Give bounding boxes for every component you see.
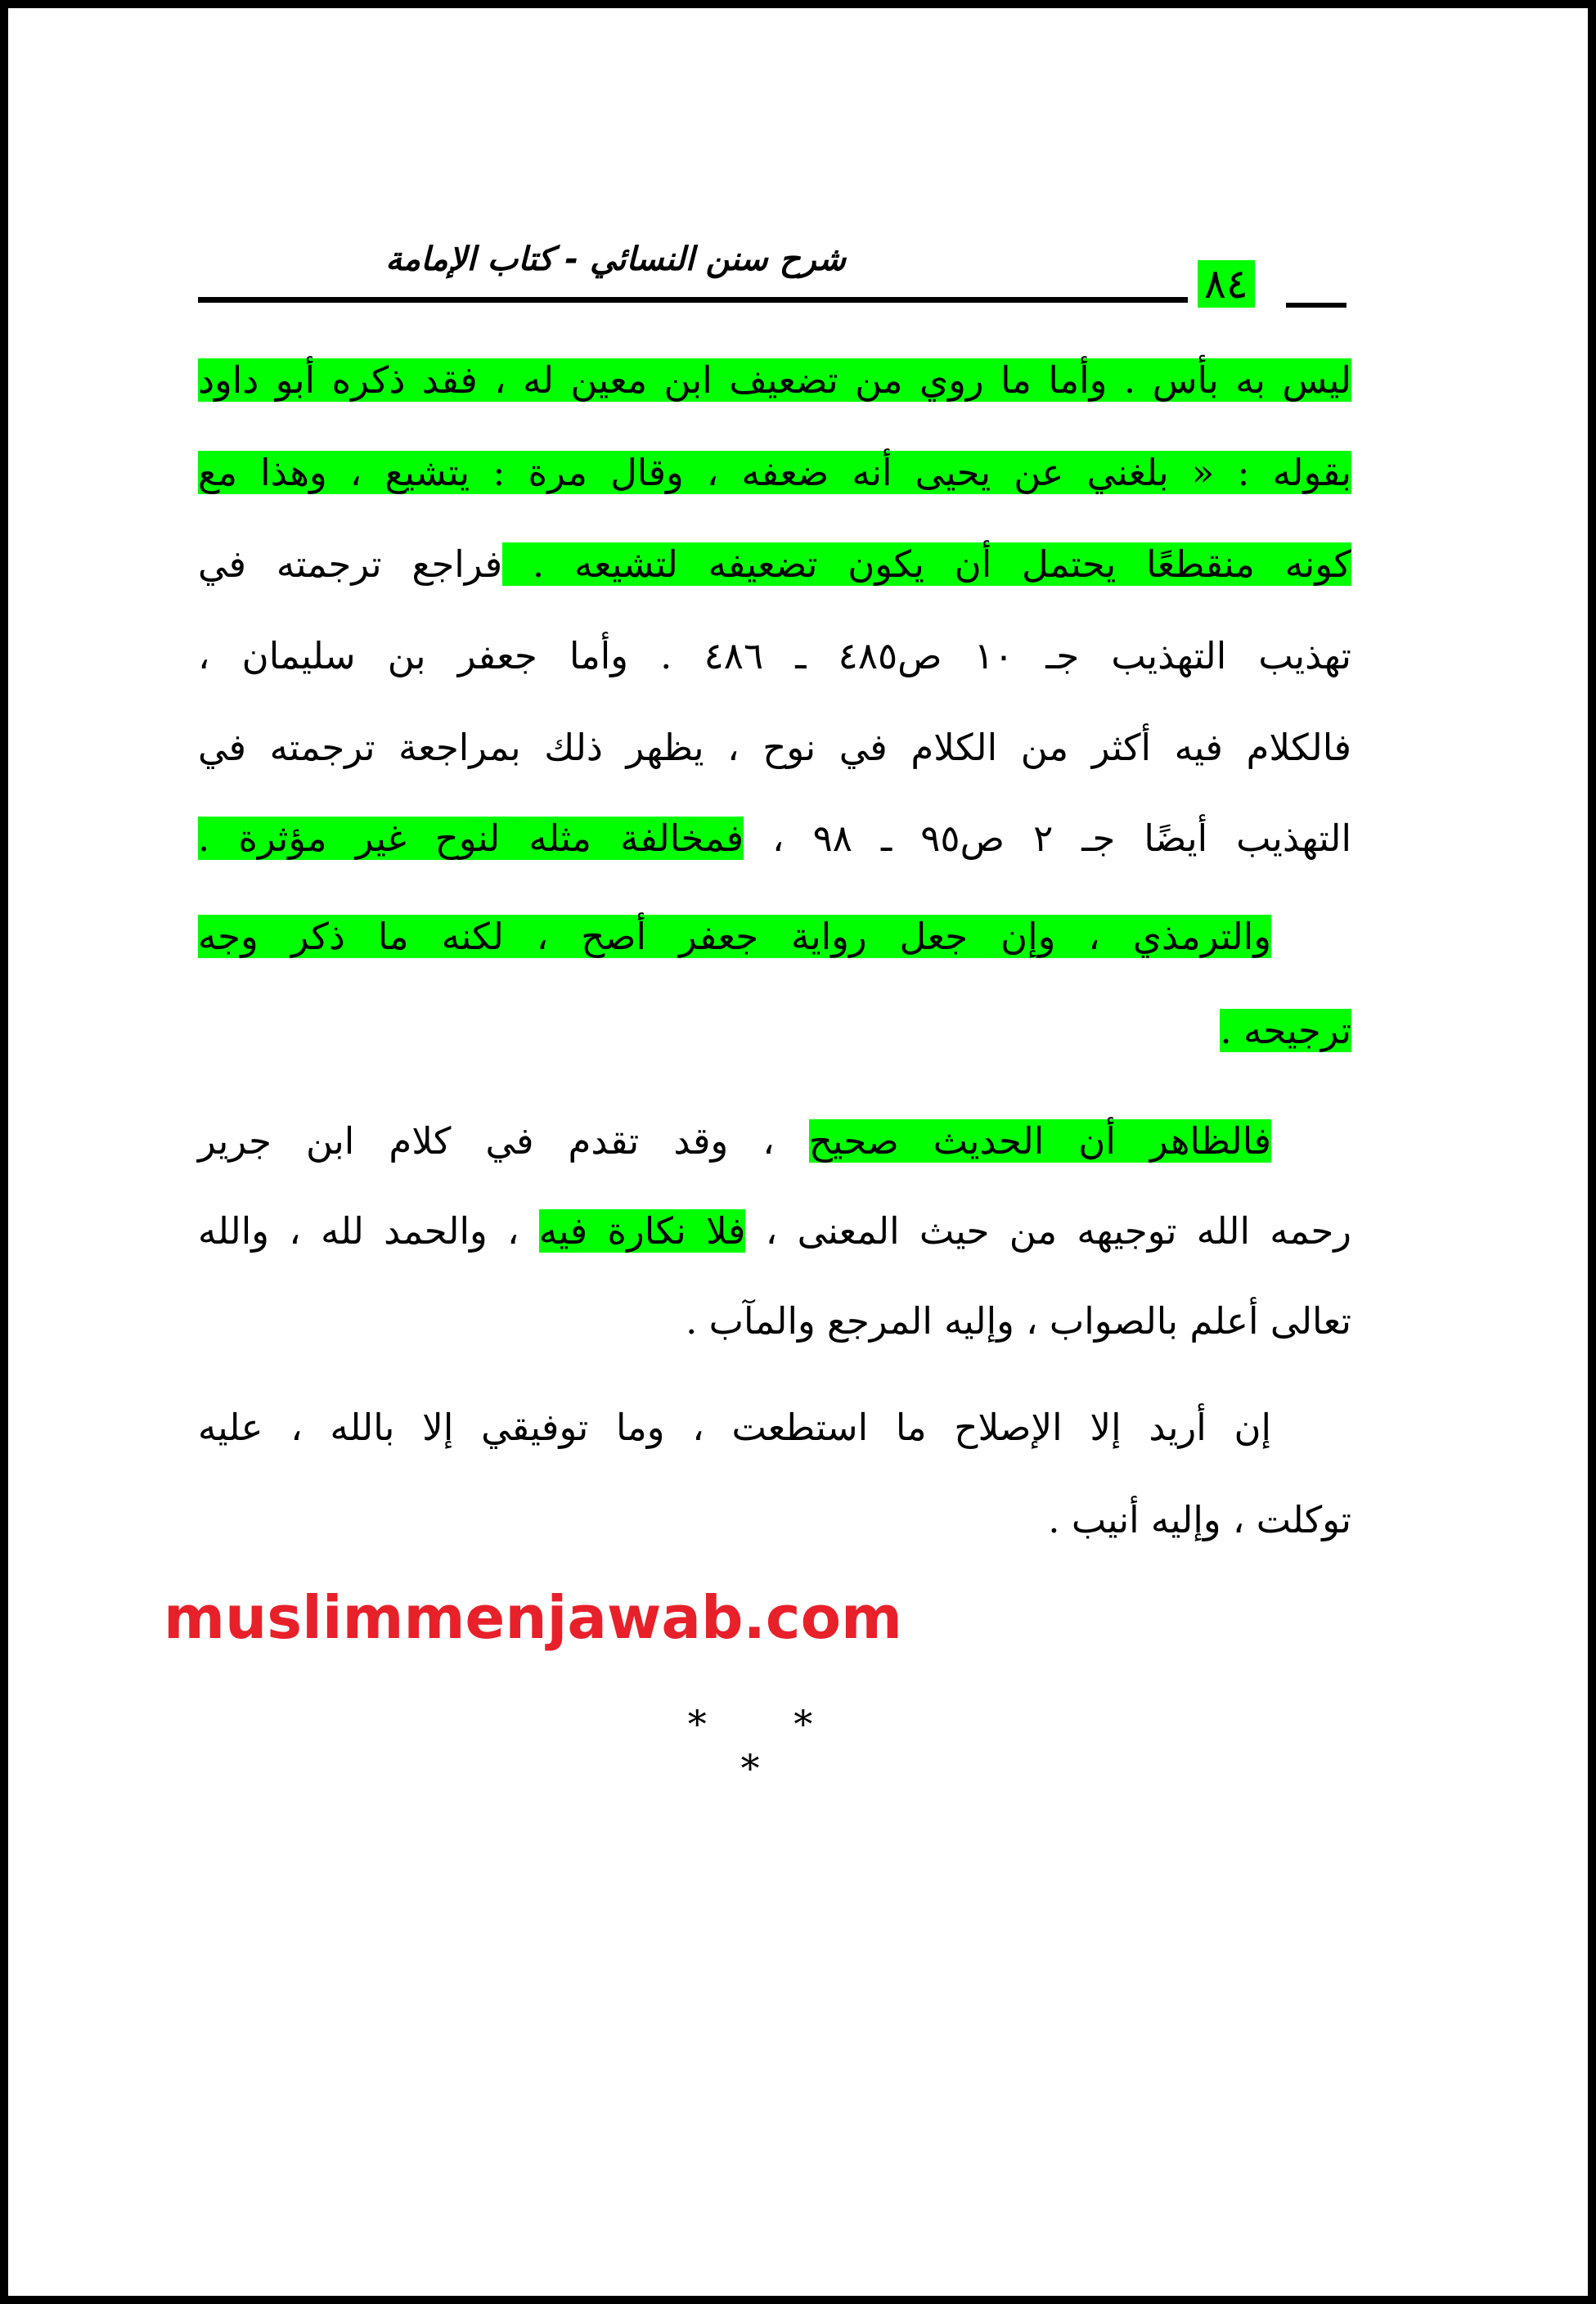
text-line-10 xyxy=(198,1199,1351,1264)
watermark-link: muslimmenjawab.com xyxy=(164,1583,903,1652)
body-text: ، والحمد لله ، والله xyxy=(198,1209,539,1253)
body-text: إن أريد إلا الإصلاح ما استطعت ، وما توفيقي إلا بالله ، عليه xyxy=(198,1406,1271,1449)
highlighted-text: بقوله : « بلغني عن يحيى أنه ضعفه ، وقال مرة : يتشيع ، وهذا مع xyxy=(198,451,1351,494)
section-separator: * * * xyxy=(687,1702,851,1790)
body-text: تهذيب التهذيب جـ ١٠ ص٤٨٥ ـ ٤٨٦ . وأما جعفر بن سليمان ، xyxy=(198,634,1351,677)
text-line-4 xyxy=(198,623,1351,689)
highlighted-text: فالظاهر أن الحديث صحيح xyxy=(808,1119,1271,1163)
highlighted-text: ترجيحه . xyxy=(1220,1009,1351,1052)
header-rule xyxy=(198,297,1188,303)
body-text: رحمه الله توجيهه من حيث المعنى ، xyxy=(745,1209,1351,1253)
page-header xyxy=(198,229,1351,308)
text-line-8 xyxy=(198,998,1351,1064)
text-line-2 xyxy=(198,440,1351,506)
body-text: فالكلام فيه أكثر من الكلام في نوح ، يظهر ذلك بمراجعة ترجمته في xyxy=(198,726,1351,769)
text-line-11 xyxy=(237,1289,1351,1354)
text-line-13 xyxy=(237,1487,1351,1553)
highlighted-text: فمخالفة مثله لنوح غير مؤثرة . xyxy=(198,817,744,860)
text-line-9 xyxy=(198,1109,1271,1174)
body-text: التهذيب أيضًا جـ ٢ ص٩٥ ـ ٩٨ ، xyxy=(743,817,1352,860)
highlighted-text: والترمذي ، وإن جعل رواية جعفر أصح ، لكنه ما ذكر وجه xyxy=(198,915,1271,958)
body-text: توكلت ، وإليه أنيب . xyxy=(1048,1498,1351,1541)
running-title: شرح سنن النسائي - كتاب الإمامة xyxy=(385,241,846,278)
body-text: فراجع ترجمته في xyxy=(198,542,503,586)
text-line-12 xyxy=(198,1395,1271,1460)
page-number: ٨٤ xyxy=(1198,260,1255,308)
body-text: تعالى أعلم بالصواب ، وإليه المرجع والمآب . xyxy=(686,1299,1351,1343)
highlighted-text: ليس به بأس . وأما ما روي من تضعيف ابن معين له ، فقد ذكره أبو داود xyxy=(198,358,1351,402)
highlighted-text: كونه منقطعًا يحتمل أن يكون تضعيفه لتشيعه . xyxy=(502,542,1351,586)
header-dash xyxy=(1286,303,1346,308)
document-page xyxy=(8,8,1588,2296)
text-line-7 xyxy=(198,904,1271,970)
text-line-5 xyxy=(198,715,1351,781)
body-text: ، وقد تقدم في كلام ابن جرير xyxy=(198,1119,809,1163)
highlighted-text: فلا نكارة فيه xyxy=(538,1209,746,1253)
text-line-3 xyxy=(198,532,1351,597)
text-line-1 xyxy=(198,348,1351,413)
text-line-6 xyxy=(198,806,1351,871)
